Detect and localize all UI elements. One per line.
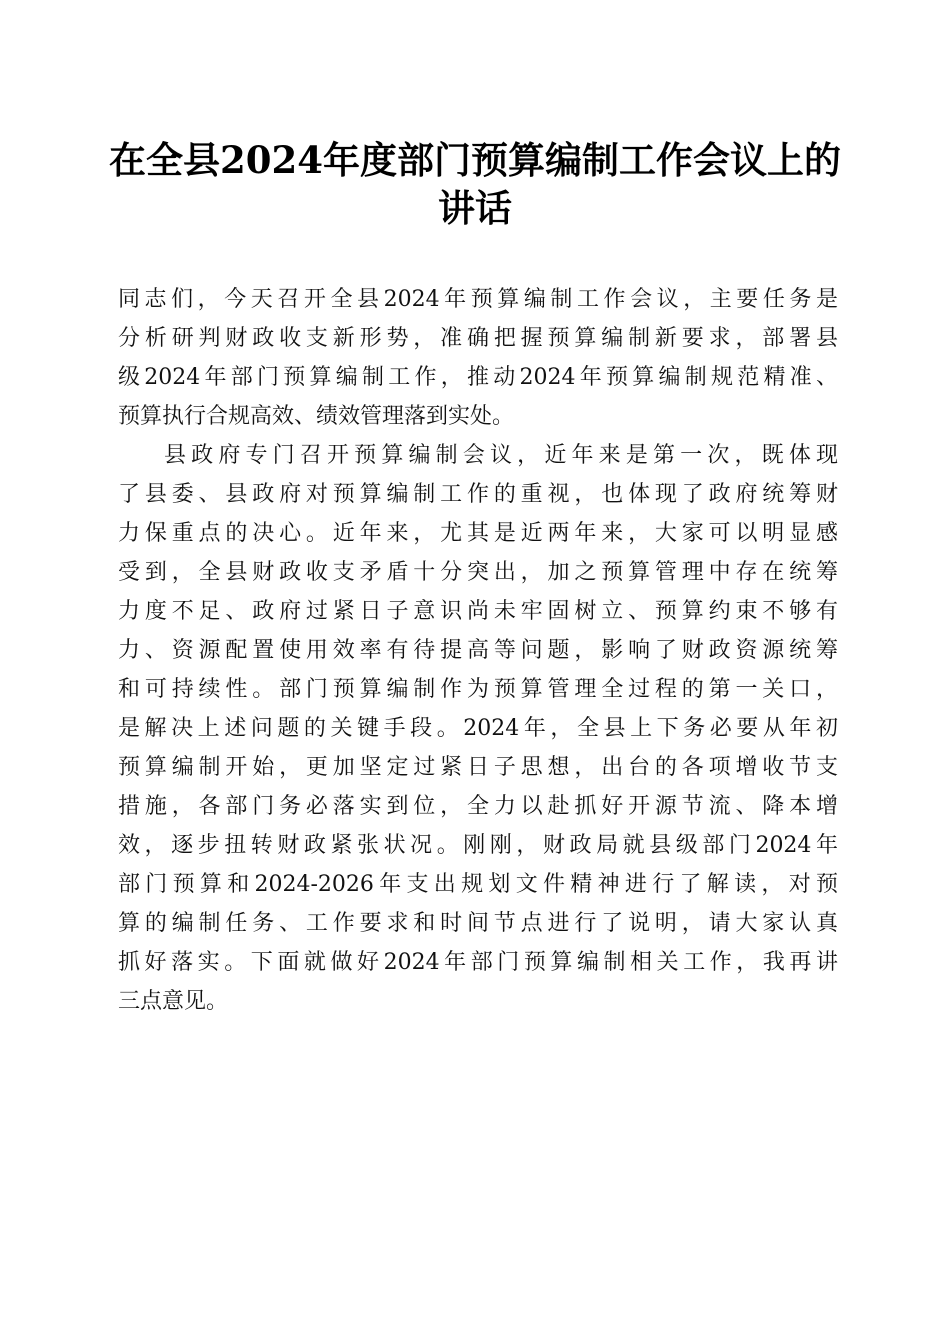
text-line: 力、资源配置使用效率有待提高等问题，影响了财政资源统筹 bbox=[118, 638, 838, 663]
text-line: 了县委、县政府对预算编制工作的重视，也体现了政府统筹财 bbox=[118, 482, 838, 507]
text-line: 同志们，今天召开全县2024年预算编制工作会议，主要任务是 bbox=[118, 287, 838, 312]
text-line: 力度不足、政府过紧日子意识尚未牢固树立、预算约束不够有 bbox=[118, 599, 838, 624]
text-line: 是解决上述问题的关键手段。2024年，全县上下务必要从年初 bbox=[118, 716, 838, 741]
paragraph-opening bbox=[118, 280, 838, 436]
text-line: 县政府专门召开预算编制会议，近年来是第一次，既体现 bbox=[164, 443, 838, 468]
text-line: 算的编制任务、工作要求和时间节点进行了说明，请大家认真 bbox=[118, 911, 838, 936]
text-line: 三点意见。 bbox=[118, 989, 229, 1014]
text-line: 级2024年部门预算编制工作，推动2024年预算编制规范精准、 bbox=[118, 365, 838, 390]
page-title bbox=[0, 136, 950, 232]
text-line: 分析研判财政收支新形势，准确把握预算编制新要求，部署县 bbox=[118, 326, 838, 351]
document-body bbox=[118, 280, 838, 1021]
text-line: 抓好落实。下面就做好2024年部门预算编制相关工作，我再讲 bbox=[118, 950, 838, 975]
text-line: 效，逐步扭转财政紧张状况。刚刚，财政局就县级部门2024年 bbox=[118, 833, 838, 858]
text-line: 和可持续性。部门预算编制作为预算管理全过程的第一关口， bbox=[118, 677, 838, 702]
text-line: 措施，各部门务必落实到位，全力以赴抓好开源节流、降本增 bbox=[118, 794, 838, 819]
text-line: 部门预算和2024-2026年支出规划文件精神进行了解读，对预 bbox=[118, 872, 838, 897]
text-line: 受到，全县财政收支矛盾十分突出，加之预算管理中存在统筹 bbox=[118, 560, 838, 585]
text-line: 预算执行合规高效、绩效管理落到实处。 bbox=[118, 404, 515, 429]
title-line: 在全县2024年度部门预算编制工作会议上的 bbox=[109, 138, 841, 182]
paragraph-main bbox=[118, 436, 838, 1021]
text-line: 预算编制开始，更加坚定过紧日子思想，出台的各项增收节支 bbox=[118, 755, 838, 780]
text-line: 力保重点的决心。近年来，尤其是近两年来，大家可以明显感 bbox=[118, 521, 838, 546]
title-line: 讲话 bbox=[438, 186, 512, 230]
